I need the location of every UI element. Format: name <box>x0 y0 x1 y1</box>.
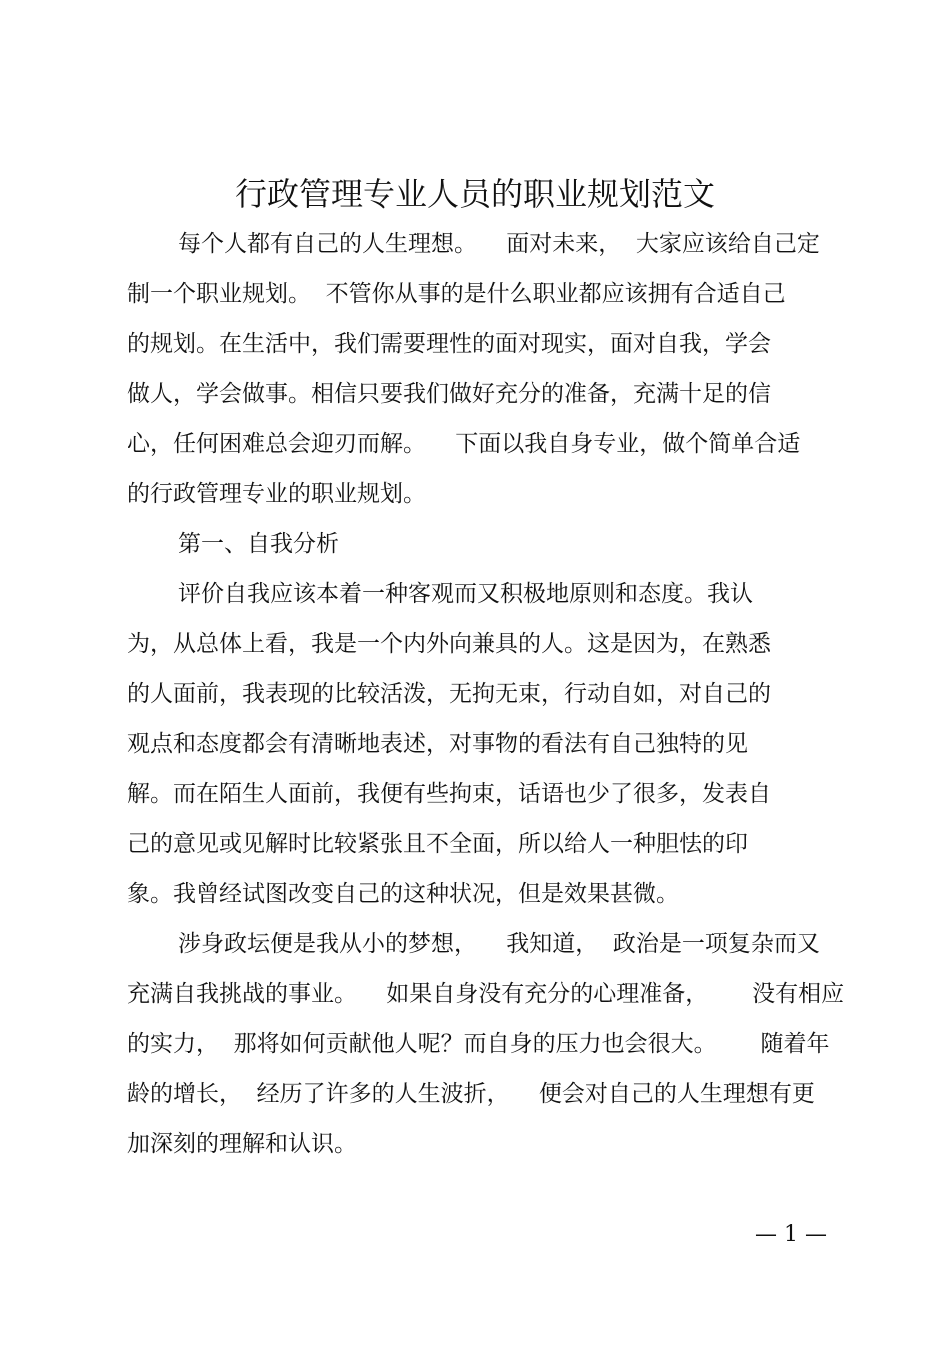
paragraph-line: 每个人都有自己的人生理想。 面对未来， 大家应该给自己定 <box>178 231 820 257</box>
paragraph-line: 制一个职业规划。 不管你从事的是什么职业都应该拥有合适自己 <box>127 281 786 307</box>
paragraph-line: 涉身政坛便是我从小的梦想， 我知道， 政治是一项复杂而又 <box>178 931 820 957</box>
paragraph-line: 观点和态度都会有清晰地表述，对事物的看法有自己独特的见 <box>127 731 748 757</box>
paragraph-line: 解。而在陌生人面前，我便有些拘束，话语也少了很多，发表自 <box>127 781 771 807</box>
paragraph-line: 评价自我应该本着一种客观而又积极地原则和态度。我认 <box>178 581 753 607</box>
paragraph-line: 充满自我挑战的事业。 如果自身没有充分的心理准备， 没有相应 <box>127 981 845 1007</box>
paragraph-line: 象。我曾经试图改变自己的这种状况，但是效果甚微。 <box>127 881 679 907</box>
page-number: — 1 — <box>755 1222 827 1247</box>
paragraph-line: 的行政管理专业的职业规划。 <box>127 481 426 507</box>
paragraph-line: 的规划。在生活中，我们需要理性的面对现实，面对自我，学会 <box>127 331 771 357</box>
paragraph-line: 做人，学会做事。相信只要我们做好充分的准备，充满十足的信 <box>127 381 771 407</box>
section-heading: 第一、自我分析 <box>178 531 339 557</box>
paragraph-line: 龄的增长， 经历了许多的人生波折， 便会对自己的人生理想有更 <box>127 1081 815 1107</box>
document-title: 行政管理专业人员的职业规划范文 <box>234 175 715 213</box>
paragraph-line: 己的意见或见解时比较紧张且不全面，所以给人一种胆怯的印 <box>127 831 748 857</box>
paragraph-line: 加深刻的理解和认识。 <box>127 1131 357 1157</box>
paragraph-line: 的人面前，我表现的比较活泼，无拘无束，行动自如，对自己的 <box>127 681 771 707</box>
paragraph-line: 为，从总体上看，我是一个内外向兼具的人。这是因为，在熟悉 <box>127 631 771 657</box>
paragraph-line: 心，任何困难总会迎刃而解。 下面以我自身专业，做个简单合适 <box>127 431 801 457</box>
paragraph-line: 的实力， 那将如何贡献他人呢？而自身的压力也会很大。 随着年 <box>127 1031 830 1057</box>
